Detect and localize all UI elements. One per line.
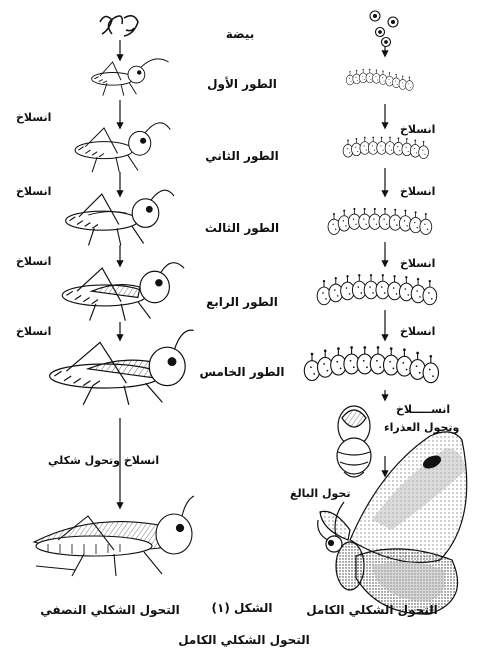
label-instar-4: الطور الرابع [206,295,278,309]
larva-instar-4 [317,274,437,305]
nymph-instar-3 [66,190,174,245]
caption-bottom: التحول الشكلي الكامل [178,633,310,647]
label-molt-metamorphosis: انسلاخ وتحول شكلي [48,454,160,467]
label-molt-pupa-1: انســـــلاخ [396,403,451,416]
larva-instar-3 [328,208,432,235]
label-instar-2: الطور الثاني [205,149,279,163]
label-molt-right-1: انسلاخ [400,123,436,136]
grasshopper-egg [100,16,138,36]
nymph-instar-1 [92,59,169,96]
nymph-instar-5 [50,330,194,405]
larva-instar-1 [346,69,413,91]
label-instar-5: الطور الخامس [199,365,285,379]
caption-left: التحول الشكلي النصفي [40,603,180,617]
pupa [337,406,371,477]
caption-figure: الشكل (١) [211,601,273,615]
larva-instar-2 [343,137,428,159]
label-molt-right-3: انسلاخ [400,257,436,270]
larva-instar-5 [304,346,438,383]
label-instar-3: الطور الثالث [204,221,280,235]
label-adult-transform: تحول البالغ [290,487,351,500]
adult-grasshopper [34,496,194,576]
label-molt-left-3: انسلاخ [16,255,52,268]
caption-right: التحول الشكلي الكامل [306,603,438,617]
label-egg: بيضة [225,27,255,41]
nymph-instar-2 [75,123,170,172]
label-instar-1: الطور الأول [207,77,277,91]
label-molt-pupa-2: وتحول العذراء [384,421,460,434]
label-molt-right-2: انسلاخ [400,185,436,198]
label-molt-left-2: انسلاخ [16,185,52,198]
nymph-instar-4 [62,263,184,321]
label-molt-left-4: انسلاخ [16,325,52,338]
moth-eggs [370,11,398,47]
label-molt-left-1: انسلاخ [16,111,52,124]
label-molt-right-4: انسلاخ [400,325,436,338]
